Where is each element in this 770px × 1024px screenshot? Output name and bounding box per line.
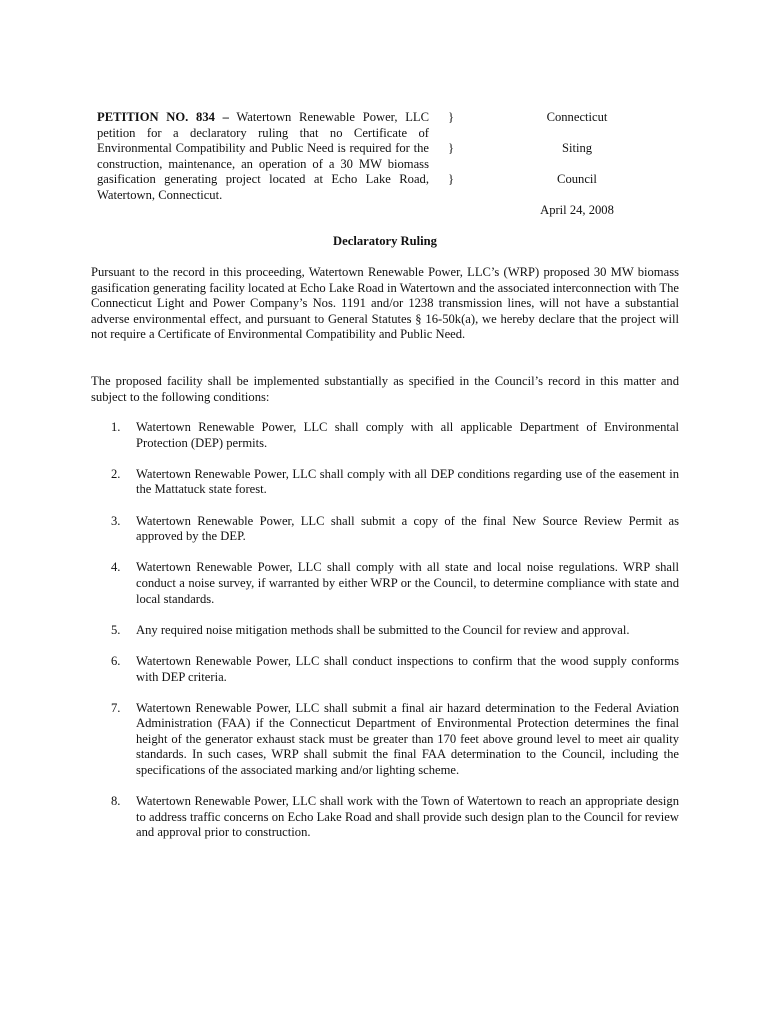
condition-item — [91, 701, 679, 779]
condition-item — [91, 794, 679, 841]
condition-item — [91, 514, 679, 545]
condition-item — [91, 623, 679, 639]
council-name-siting: Siting — [561, 141, 593, 155]
petition-caption — [97, 110, 429, 204]
condition-number: 6. — [111, 653, 121, 668]
condition-number: 5. — [111, 622, 121, 637]
petition-number: PETITION NO. 834 – — [97, 110, 229, 124]
condition-number: 8. — [111, 794, 121, 809]
condition-text: Watertown Renewable Power, LLC shall conduct inspections to confirm that the wood supply conforms with DEP criteria. — [136, 653, 679, 684]
conditions-list — [91, 420, 679, 857]
condition-number: 4. — [111, 560, 121, 575]
condition-text: Any required noise mitigation methods shall be submitted to the Council for review and approval. — [136, 622, 630, 637]
condition-number: 2. — [111, 466, 121, 481]
caption-brace: } — [448, 110, 455, 124]
condition-number: 7. — [111, 700, 121, 715]
condition-text: Watertown Renewable Power, LLC shall work with the Town of Watertown to reach an appropriate design to address traffic concerns on Echo Lake Road and shall provide such design plan to the Council for review and approval prior to construction. — [136, 794, 679, 840]
petition-description: Watertown Renewable Power, LLC petition for a declaratory ruling that no Certificate of Environmental Compatibility and Public Need is required for the construction, maintenance, an operation of a 30 MW biomass gasification generating project located at Echo Lake Road, Watertown, Connecticut. — [97, 110, 430, 202]
condition-text: Watertown Renewable Power, LLC shall comply with all applicable Department of Environmental Protection (DEP) permits. — [136, 420, 679, 450]
caption-brace: } — [448, 172, 455, 186]
caption-brace: } — [448, 141, 455, 155]
condition-text: Watertown Renewable Power, LLC shall submit a copy of the final New Source Review Permit as approved by the DEP. — [136, 513, 679, 544]
ruling-paragraph-declaration: Pursuant to the record in this proceeding, Watertown Renewable Power, LLC’s (WRP) proposed 30 MW biomass gasification generating facility located at Echo Lake Road in Watertown and the associated interconnection with The Connecticut Light and Power Company’s Nos. 1191 and/or 1238 transmission lines, will not have a substantial adverse environmental effect, and pursuant to General Statutes § 16-50k(a), we hereby declare that the project will not require a Certificate of Environmental Compatibility and Public Need. — [91, 265, 679, 342]
condition-number: 1. — [111, 420, 121, 434]
condition-item — [91, 467, 679, 498]
condition-text: Watertown Renewable Power, LLC shall comply with all state and local noise regulations. WRP shall conduct a noise survey, if warranted by either WRP or the Council, to determine compliance with state and local standards. — [136, 560, 679, 606]
condition-text: Watertown Renewable Power, LLC shall comply with all DEP conditions regarding use of the easement in the Mattatuck state forest. — [136, 466, 679, 497]
ruling-date: April 24, 2008 — [540, 203, 614, 217]
condition-item — [91, 654, 679, 685]
condition-item — [91, 420, 679, 451]
condition-text: Watertown Renewable Power, LLC shall submit a final air hazard determination to the Federal Aviation Administration (FAA) if the Connecticut Department of Environmental Protection determines the final height of the generator exhaust stack must be greater than 170 feet above ground level to meet air quality standards. In such cases, WRP shall submit the final FAA determination to the Council, including the specifications of the associated marking and/or lighting scheme. — [136, 700, 679, 778]
ruling-title: Declaratory Ruling — [333, 234, 437, 248]
condition-item — [91, 560, 679, 607]
condition-number: 3. — [111, 513, 121, 528]
council-name-council: Council — [557, 172, 597, 186]
ruling-paragraph-conditions-intro: The proposed facility shall be implemented substantially as specified in the Council’s record in this matter and subject to the following conditions: — [91, 374, 679, 404]
council-name-connecticut: Connecticut — [546, 110, 608, 124]
